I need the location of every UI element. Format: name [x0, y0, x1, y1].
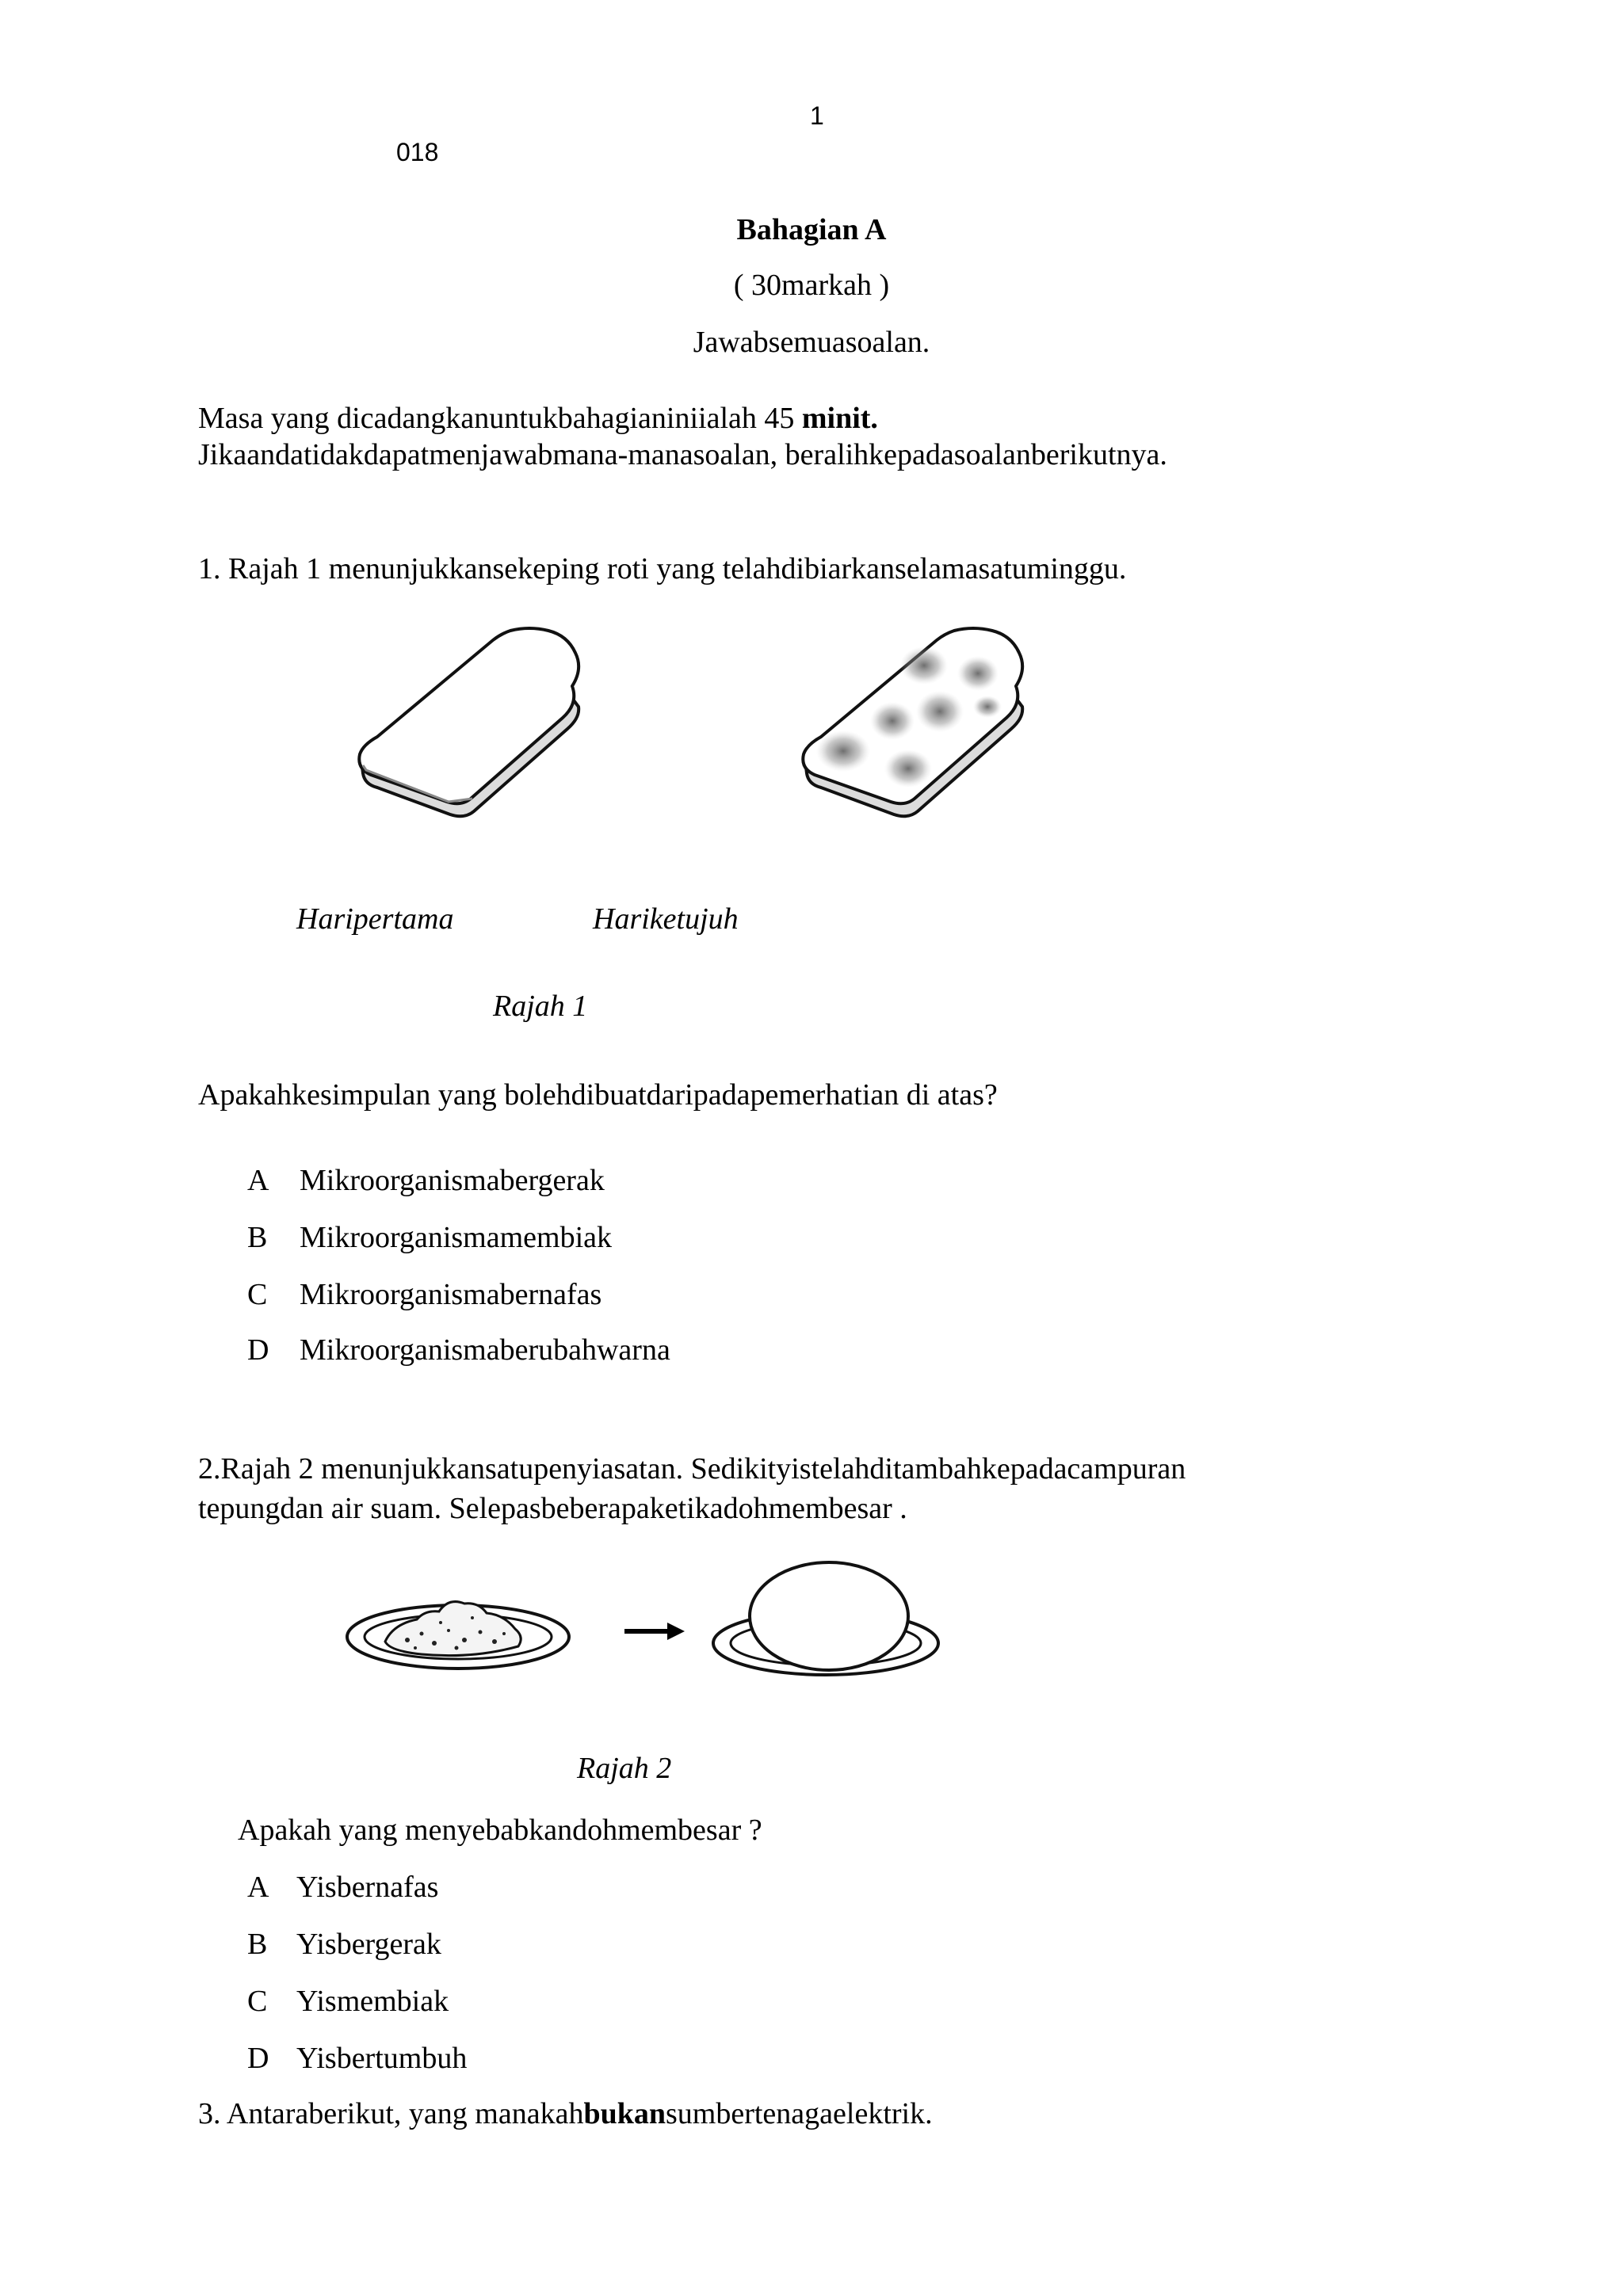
option-letter: A: [247, 1871, 269, 1904]
intro-line-2: Jikaandatidakdapatmenjawabmana-manasoalan, beralihkepadasoalanberikutnya.: [198, 438, 1167, 471]
figure-1-caption: Rajah 1: [493, 990, 588, 1023]
option-text: Mikroorganismaberubahwarna: [300, 1333, 670, 1367]
label-seventh-day: Hariketujuh: [593, 902, 739, 936]
q3-stem-after: sumbertenagaelektrik.: [666, 2097, 933, 2130]
option-text: Mikroorganismamembiak: [300, 1221, 613, 1254]
q3-stem-before: 3. Antaraberikut, yang manakah: [198, 2097, 584, 2130]
q1-option[interactable]: [247, 1161, 605, 1199]
q3-stem: [198, 2095, 933, 2133]
q2-option[interactable]: [247, 2039, 467, 2077]
bread-mouldy-image: [789, 618, 1027, 832]
section-title: Bahagian A: [736, 213, 887, 246]
intro-line-1: [198, 399, 878, 437]
q1-option[interactable]: [247, 1276, 601, 1314]
flour-plate-image: [346, 1585, 575, 1688]
option-letter: C: [247, 1278, 268, 1311]
paper-code: 018: [396, 138, 439, 166]
option-letter: B: [247, 1221, 268, 1254]
figure-2-caption: Rajah 2: [577, 1752, 672, 1785]
label-first-day: Haripertama: [296, 902, 454, 936]
q1-option[interactable]: [247, 1331, 670, 1369]
q2-stem-line-1: 2.Rajah 2 menunjukkansatupenyiasatan. Sedikityistelahditambahkepadacampuran: [198, 1452, 1186, 1486]
q1-stem: 1. Rajah 1 menunjukkansekeping roti yang telahdibiarkanselamasatuminggu.: [198, 552, 1127, 585]
dough-plate-image: [710, 1558, 948, 1684]
option-text: Yisbergerak: [296, 1928, 441, 1961]
bread-fresh-image: [346, 618, 583, 832]
option-text: Yismembiak: [296, 1985, 449, 2018]
q2-stem-line-2: tepungdan air suam. Selepasbeberapaketikadohmembesar .: [198, 1492, 907, 1525]
q2-option[interactable]: [247, 1868, 438, 1906]
option-letter: A: [247, 1164, 269, 1197]
option-text: Yisbernafas: [296, 1871, 439, 1904]
option-letter: C: [247, 1985, 268, 2018]
option-text: Mikroorganismabergerak: [300, 1164, 605, 1197]
option-text: Mikroorganismabernafas: [300, 1278, 602, 1311]
q2-option[interactable]: [247, 1982, 449, 2020]
q2-question: Apakah yang menyebabkandohmembesar ?: [238, 1814, 762, 1847]
arrow-right-icon: [623, 1619, 686, 1643]
q3-stem-bold: bukan: [583, 2097, 666, 2130]
option-letter: B: [247, 1928, 268, 1961]
q1-option[interactable]: [247, 1219, 612, 1257]
option-text: Yisbertumbuh: [296, 2042, 468, 2075]
option-letter: D: [247, 2042, 269, 2075]
section-instruction: Jawabsemuasoalan.: [693, 326, 930, 359]
q2-option[interactable]: [247, 1925, 441, 1963]
option-letter: D: [247, 1333, 269, 1367]
intro-bold: minit.: [801, 402, 878, 435]
q1-question: Apakahkesimpulan yang bolehdibuatdaripadapemerhatian di atas?: [198, 1078, 998, 1112]
page-number: 1: [810, 101, 824, 130]
section-marks: ( 30markah ): [733, 269, 890, 302]
intro-text: Masa yang dicadangkanuntukbahagianiniialah 45: [198, 402, 802, 435]
